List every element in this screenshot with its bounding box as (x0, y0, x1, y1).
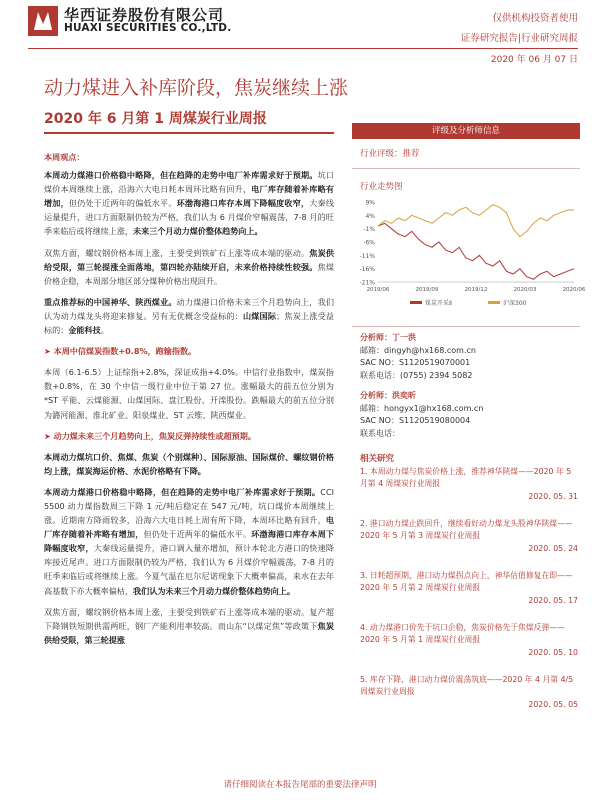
paragraph-6: 本周动力煤港口价格稳中略降，但在趋降的走势中电厂补库需求好于预期。CCI 5500 动力煤指数周三下降 1 元/吨后稳定在 547 元/吨，坑口煤价本周继续上涨。近期南方降雨较多，沿海六大电日耗上周有所下降，本周环比略有回升，电厂库存随着补库略有增加，但仍处于近两年的偏低水平。环渤海港口库存本周下降幅度收窄，大秦线运量提升，港口调入量亦增加，预计本轮北方港口的快速降库接近尾声。进口方面限制仍较为严格，我们认为 6 月煤价窄幅震荡，7-8 月的旺季来临后或将继续上涨。今夏气温在厄尔尼诺现象下大概率偏高，来水在去年高基数下亦大概率偏枯，我们认为未来三个月动力煤价整体趋势向上。 (44, 486, 334, 596)
legend-label: 煤炭开采Ⅱ (425, 300, 452, 307)
legend-swatch (410, 301, 422, 304)
report-title: 动力煤进入补库阶段，焦炭继续上涨 (44, 77, 349, 99)
y-tick-label: -11% (359, 252, 375, 260)
huaxi-logo-icon (28, 6, 58, 36)
y-tick-label: -16% (359, 266, 375, 274)
analyst-1-sac: SAC NO：S1120519070001 (360, 358, 471, 367)
right-divider (352, 168, 580, 169)
report-subtitle: 2020 年 6 月第 1 周煤炭行业周报 (44, 111, 267, 127)
analyst-2-name: 分析师：洪奕昕 (360, 391, 416, 400)
bullet-arrow-icon: ➤ (44, 430, 54, 441)
bullet-outlook: ➤ 动力煤未来三个月趋势向上，焦炭反弹持续性或超预期。 (44, 430, 256, 441)
bullet-arrow-icon: ➤ (44, 346, 54, 357)
x-tick-label: 2019/12 (464, 287, 488, 293)
series-line-coal (378, 223, 574, 279)
company-name-en: HUAXI SECURITIES CO.,LTD. (64, 22, 232, 34)
analyst-1-name: 分析师：丁一洪 (360, 333, 416, 342)
y-tick-label: 4% (365, 212, 375, 220)
x-tick-label: 2019/09 (415, 287, 439, 293)
legal-footer: 请仔细阅读在本报告尾部的重要法律声明 (223, 780, 377, 790)
related-item: 1. 本周动力煤与焦炭价格上涨，推荐神华陕煤——2020 年 5 月第 4 周煤炭行业周报 2020. 05. 31 (360, 467, 578, 501)
related-item: 5. 库存下降，港口动力煤价震荡筑底——2020 年 4 月第 4/5 周煤炭行业周报 2020. 05. 05 (360, 675, 578, 709)
y-tick-label: -21% (359, 279, 375, 287)
paragraph-4: 本周（6.1-6.5）上证综指+2.8%，深证成指+4.0%。中信行业指数中，煤炭指数+0.8%，在 30 个中信一级行业中位于第 27 位。涨幅最大的前五位分别为*ST 平能、云煤能源、山煤国际、盘江股份、开滦股份。跌幅最大的前五位分别为潞河能源、淮北矿业、阳泉煤业、ST 云维、陕西煤业。 (44, 367, 334, 420)
industry-rating: 行业评级：推荐 (360, 149, 420, 159)
analyst-1-email: 邮箱：dingyh@hx168.com.cn (360, 345, 476, 355)
y-tick-label: 9% (365, 199, 375, 207)
analyst-1-phone: 联系电话：(0755) 2394 5082 (360, 370, 473, 380)
paragraph-1: 本周动力煤港口价格稳中略降，但在趋降的走势中电厂补库需求好于预期。坑口煤价本周继续上涨，沿海六大电日耗本周环比略有回升，电厂库存随着补库略有增加，但仍处于近两年的偏低水平。环渤海港口库存本周下降幅度收窄，大秦线运量提升，进口方面限制仍较为严格，我们认为 6 月煤价窄幅震荡，7-8 月的旺季来临后或将继续上涨，未来三个月动力煤价整体趋势向上。 (44, 170, 334, 237)
main-body (44, 150, 334, 654)
analyst-2-email: 邮箱：hongyx1@hx168.com.cn (360, 403, 484, 413)
bullet-index-performance: ➤ 本周中信煤炭指数+0.8%，跑输指数。 (44, 346, 197, 357)
analyst-2-phone: 联系电话： (360, 428, 400, 438)
related-item: 2. 港口动力煤止跌回升，继续看好动力煤龙头股神华陕煤——2020 年 5 月第 3 周煤炭行业周报 2020. 05. 24 (360, 519, 578, 553)
report-date: 2020 年 06 月 07 日 (490, 55, 578, 65)
y-tick-label: -1% (363, 226, 375, 234)
y-tick-label: -6% (363, 239, 375, 247)
paragraph-5: 本周动力煤坑口价、焦煤、焦炭（个别煤种）、国际原油、国际煤价、螺纹钢价格均上涨，煤炭海运价格、水泥价格略有下降。 (44, 451, 334, 476)
x-tick-label: 2019/06 (366, 287, 390, 293)
legend-swatch (488, 301, 500, 304)
header-divider (28, 48, 578, 49)
company-name-cn: 华西证券股份有限公司 (64, 6, 225, 24)
x-tick-label: 2020/03 (513, 287, 537, 293)
chart-title: 行业走势图 (360, 182, 403, 192)
x-tick-label: 2020/06 (562, 287, 586, 293)
paragraph-3: 重点推荐标的中国神华、陕西煤业。动力煤港口价格未来三个月趋势向上，我们认为动力煤龙头将迎来修复。另有无优概念受益标的：山煤国际；焦炭上涨受益标的：金能科技。 (44, 296, 334, 336)
subtitle-underline (44, 132, 334, 134)
analyst-2-sac: SAC NO：S1120519080004 (360, 416, 471, 425)
related-item: 3. 日耗超预期，港口动力煤拐点向上，神华估值修复在即——2020 年 5 月第 2 周煤炭行业周报 2020. 05. 17 (360, 571, 578, 605)
analyst-1 (360, 332, 476, 382)
right-divider (352, 326, 580, 327)
analyst-2 (360, 390, 483, 440)
series-line-hs300 (378, 205, 574, 237)
report-type: 证券研究报告|行业研究周报 (460, 33, 578, 44)
section-label: 本周观点： (44, 152, 85, 162)
related-item: 4. 动力煤港口价先于坑口企稳，焦炭价格先于焦煤反弹——2020 年 5 月第 1 周煤炭行业周报 2020. 05. 10 (360, 623, 578, 657)
audience-note: 仅供机构投资者使用 (492, 13, 578, 24)
related-research-title: 相关研究 (360, 454, 395, 464)
industry-trend-chart (352, 194, 586, 316)
legend-label: 沪深300 (503, 300, 527, 307)
paragraph-2: 双焦方面，螺纹钢价格本周上涨，主要受到铁矿石上涨等成本端的驱动。焦炭供给受限，第三轮提涨全面落地，第四轮亦陆续开启，未来价格持续性较强。焦煤价格企稳，本周部分地区部分煤种价格出现回升。 (44, 247, 334, 286)
paragraph-7: 双焦方面，螺纹钢价格本周上涨，主要受到铁矿石上涨等成本端的驱动。复产超下降钢铁短期供需两旺，钢厂产能利用率较高。而山东“以煤定焦”等政策下焦炭供给受限，第三轮提涨 (44, 606, 334, 645)
rating-box-header: 评级及分析师信息 (352, 123, 580, 139)
